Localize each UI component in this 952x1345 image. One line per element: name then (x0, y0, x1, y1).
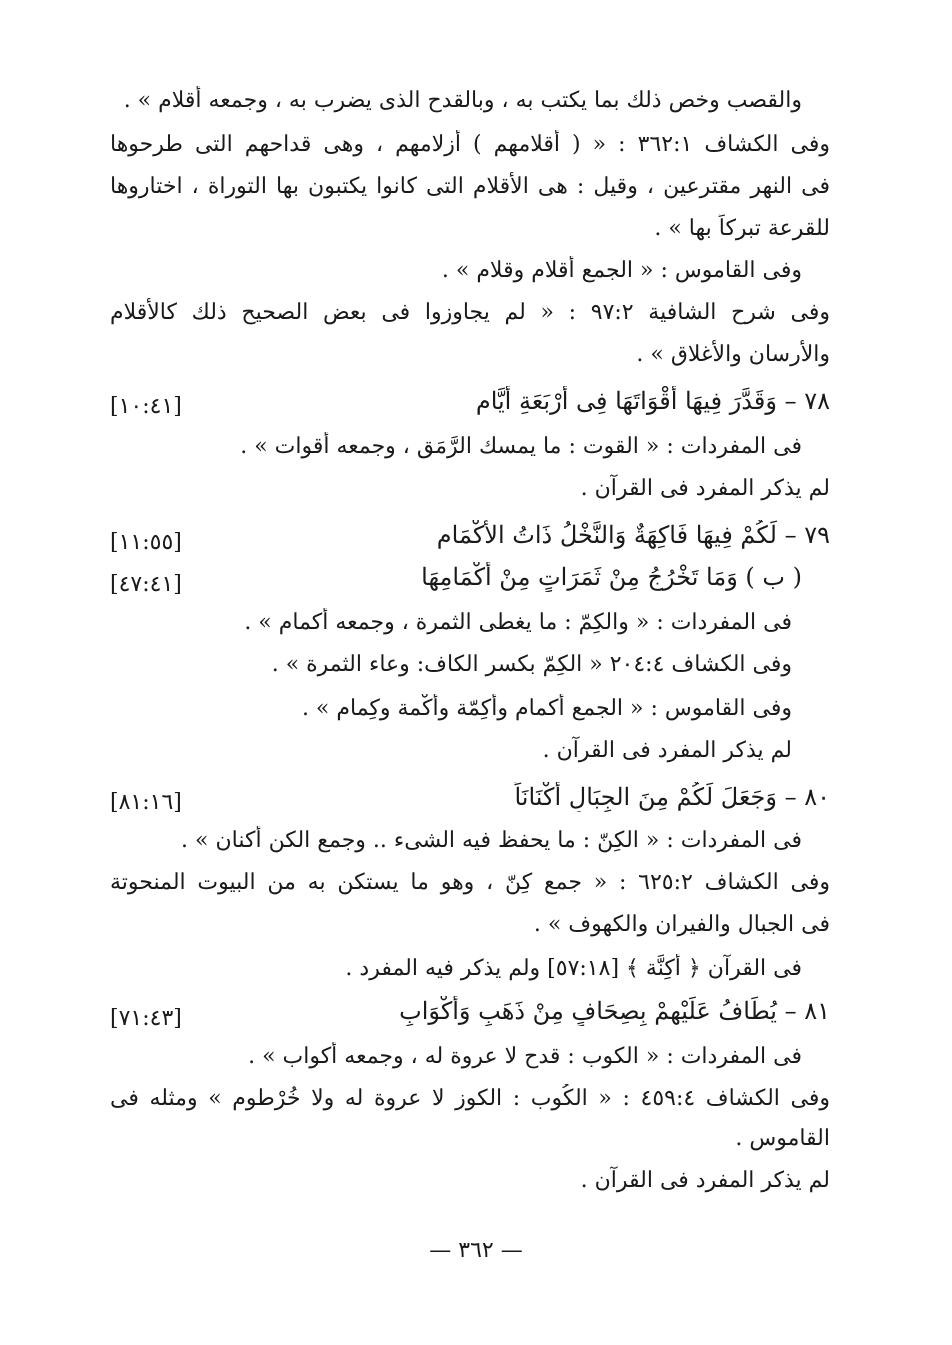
text-line: للقرعة تبركاً بها » . (654, 216, 830, 241)
text-line: والقصب وخص ذلك بما يكتب به ، وبالقدح الذى يضرب به ، وجمعه أقلام » . (123, 88, 802, 113)
ayah-78: ٧٨ – وَقَدَّرَ فِيهَا أَقْوَاتَهَا فِى أَرْبَعَةِ أَيَّامٍ (475, 387, 830, 415)
page-number: — ٣٦٢ — (429, 1238, 523, 1263)
text-line: لم يذكر المفرد فى القرآن . (580, 1168, 830, 1193)
text-line: وفى الكشاف ٢٠٤:٤ « الكِمّ بكسر الكاف: وعاء الثمرة » . (271, 652, 792, 677)
text-line: فى المفردات : « القوت : ما يمسك الرَّمَق ، وجمعه أقوات » . (240, 434, 802, 459)
text-line: لم يذكر المفرد فى القرآن . (542, 738, 792, 763)
text-line: وفى الكشاف ٣٦٢:١ : « ( أقلامهم ) أزلامهم ، وهى قداحهم التى طرحوها (110, 132, 830, 157)
verse-reference: [١٠:٤١] (110, 394, 182, 419)
text-line: وفى الكشاف ٦٢٥:٢ : « جمع كِنّ ، وهو ما يستكن به من البيوت المنحوتة (110, 870, 830, 895)
text-line: فى القرآن ﴿ أَكِنَّة ﴾ [٥٧:١٨] ولم يذكر فيه المفرد . (345, 956, 802, 981)
verse-reference: [٤٧:٤١] (110, 572, 182, 597)
text-line: القاموس . (735, 1126, 830, 1151)
text-line: فى الجبال والفيران والكهوف » . (533, 912, 830, 937)
text-line: والأرسان والأغلاق » . (636, 342, 830, 367)
verse-reference: [٧١:٤٣] (110, 1006, 182, 1031)
text-line: فى المفردات : « الكِنّ : ما يحفظ فيه الشىء .. وجمع الكن أكنان » . (181, 828, 802, 853)
text-line: وفى القاموس : « الجمع أكمام وأكِمّة وأكْمة وكِمام » . (301, 696, 792, 721)
text-line: فى المفردات : « والكِمّ : ما يغطى الثمرة ، وجمعه أكمام » . (244, 610, 792, 635)
text-line: لم يذكر المفرد فى القرآن . (580, 476, 830, 501)
text-line: فى النهر مقترعين ، وقيل : هى الأقلام التى كانوا يكتبون بها التوراة ، اختاروها (110, 174, 830, 199)
verse-reference: [١١:٥٥] (110, 530, 182, 555)
text-line: وفى القاموس : « الجمع أقلام وقلام » . (441, 258, 802, 283)
ayah-79: ٧٩ – لَكُمْ فِيهَا فَاكِهَةٌ وَالنَّخْلُ ذَاتُ الأَكْمَامِ (436, 521, 830, 549)
verse-reference: [٨١:١٦] (110, 790, 182, 815)
ayah-79b: ( ب ) وَمَا تَخْرُجُ مِنْ ثَمَرَاتٍ مِنْ أَكْمَامِهَا (421, 563, 802, 591)
text-line: فى المفردات : « الكوب : قدح لا عروة له ، وجمعه أكواب » . (248, 1044, 802, 1069)
text-line: وفى الكشاف ٤٥٩:٤ : « الكُوب : الكوز لا عروة له ولا خُرْطوم » ومثله فى (110, 1086, 830, 1111)
ayah-81: ٨١ – يُطَافُ عَلَيْهِمْ بِصِحَافٍ مِنْ ذَهَبٍ وَأَكْوَابٍ (399, 997, 830, 1025)
text-line: وفى شرح الشافية ٩٧:٢ : « لم يجاوزوا فى بعض الصحيح ذلك كالأقلام (110, 300, 830, 325)
ayah-80: ٨٠ – وَجَعَلَ لَكُمْ مِنَ الجِبَالِ أَكْنَانَاً (514, 783, 830, 811)
